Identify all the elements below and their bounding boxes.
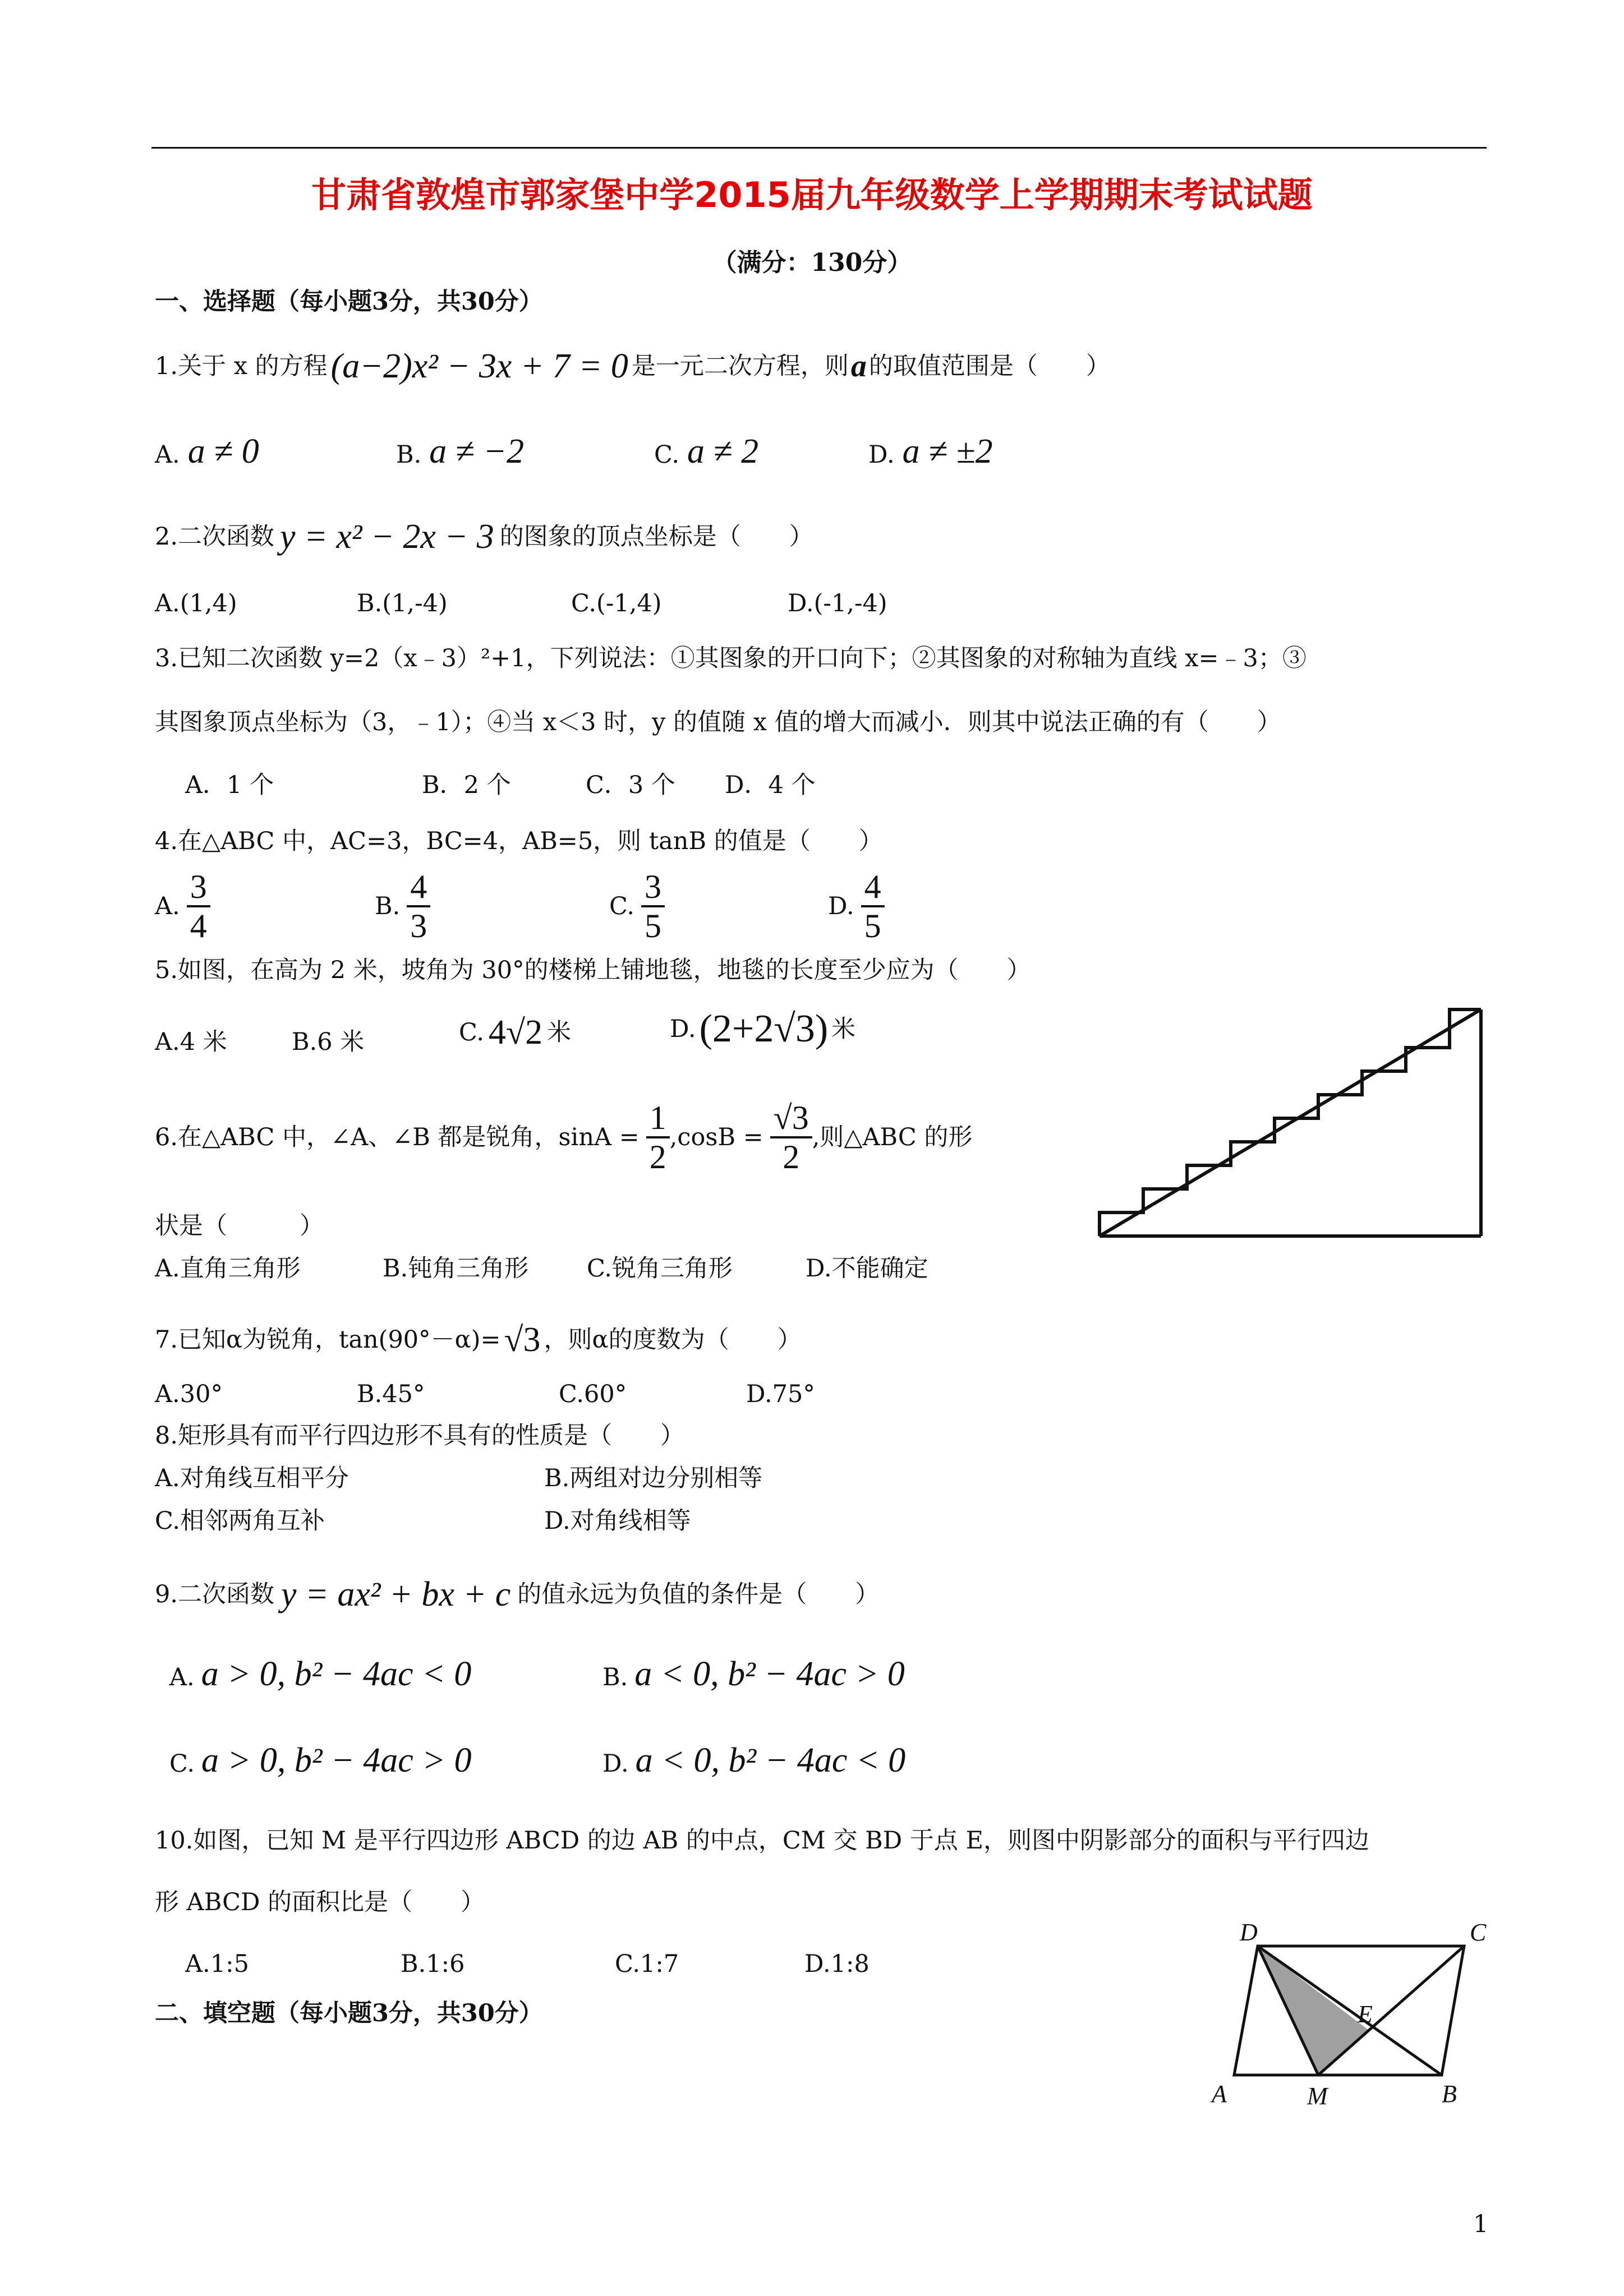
q10-option-d[interactable]: D.1:8 bbox=[804, 1950, 869, 1978]
section-heading-choice: 一、选择题（每小题3分，共30分） bbox=[155, 288, 543, 316]
q1-mid: 是一元二次方程，则 bbox=[631, 352, 849, 380]
q8-option-b[interactable]: B.两组对边分别相等 bbox=[544, 1464, 763, 1492]
parallelogram-figure bbox=[1195, 1924, 1492, 2109]
q1-option-d[interactable]: D. a ≠ ±2 bbox=[868, 432, 993, 471]
q8-option-a[interactable]: A.对角线互相平分 bbox=[155, 1464, 349, 1492]
q1-var: a bbox=[850, 349, 867, 384]
q8-option-d[interactable]: D.对角线相等 bbox=[544, 1507, 691, 1535]
label-d: D bbox=[1240, 1924, 1258, 1946]
q3-option-d[interactable]: D．4 个 bbox=[725, 771, 816, 799]
q5-option-a[interactable]: A.4 米 bbox=[155, 1028, 227, 1056]
page-title: 甘肃省敦煌市郭家堡中学2015届九年级数学上学期期末考试试题 bbox=[311, 174, 1313, 215]
top-rule bbox=[151, 147, 1487, 149]
q3-option-a[interactable]: A．1 个 bbox=[185, 771, 274, 799]
full-score: （满分：130分） bbox=[712, 248, 912, 277]
q4-option-b[interactable]: B. $\frac{4}{3}$ bbox=[375, 868, 430, 944]
q5-option-d[interactable]: D. (2+2√3) 米 bbox=[670, 1007, 856, 1050]
q1-option-c[interactable]: C. a ≠ 2 bbox=[654, 432, 759, 471]
q4-option-c[interactable]: C. $\frac{3}{5}$ bbox=[609, 868, 665, 944]
q4-option-d[interactable]: D. $\frac{4}{5}$ bbox=[828, 868, 885, 944]
q9-option-b[interactable]: B. a < 0, b² − 4ac > 0 bbox=[602, 1655, 905, 1693]
q7-option-b[interactable]: B.45° bbox=[357, 1380, 425, 1408]
q1-option-a[interactable]: A. a ≠ 0 bbox=[155, 432, 259, 471]
label-m: M bbox=[1307, 2082, 1328, 2109]
q3-option-b[interactable]: B．2 个 bbox=[422, 771, 511, 799]
q7-option-c[interactable]: C.60° bbox=[559, 1380, 627, 1408]
q6-option-c[interactable]: C.锐角三角形 bbox=[587, 1255, 733, 1283]
label-a: A bbox=[1212, 2080, 1227, 2108]
q3-line2: 其图象顶点坐标为（3，﹣1）；④当 x＜3 时，y 的值随 x 值的增大而减小．则其中说法正确的有（ ） bbox=[155, 708, 1281, 736]
q10-line1: 10.如图，已知 M 是平行四边形 ABCD 的边 AB 的中点，CM 交 BD 于点 E，则图中阴影部分的面积与平行四边 bbox=[155, 1827, 1369, 1855]
q10-option-b[interactable]: B.1:6 bbox=[401, 1950, 465, 1978]
q7-option-d[interactable]: D.75° bbox=[746, 1380, 815, 1408]
q1-equation: (a−2)x² − 3x + 7 = 0 bbox=[330, 347, 628, 385]
cos-fraction: $\frac{√3}{2}$ bbox=[770, 1099, 812, 1175]
q5-option-c[interactable]: C. 4√2 米 bbox=[459, 1013, 572, 1052]
q10-line2: 形 ABCD 的面积比是（ ） bbox=[155, 1888, 485, 1916]
q9-option-d[interactable]: D. a < 0, b² − 4ac < 0 bbox=[602, 1741, 906, 1779]
q5-stem: 5.如图，在高为 2 米，坡角为 30°的楼梯上铺地毯，地毯的长度至少应为（ ） bbox=[155, 956, 1031, 984]
question-1 bbox=[155, 347, 1110, 386]
section-heading-fill: 二、填空题（每小题3分，共30分） bbox=[155, 1999, 543, 2027]
q9-option-a[interactable]: A. a > 0, b² − 4ac < 0 bbox=[169, 1655, 472, 1693]
q6-option-b[interactable]: B.钝角三角形 bbox=[383, 1255, 529, 1283]
q8-stem: 8.矩形具有而平行四边形不具有的性质是（ ） bbox=[155, 1422, 685, 1450]
q10-option-a[interactable]: A.1:5 bbox=[185, 1950, 249, 1978]
question-2: 2.二次函数 y = x² − 2x − 3 的图象的顶点坐标是（ ） bbox=[155, 518, 813, 556]
question-7: 7.已知α为锐角，tan(90°－α)= √3 ，则α的度数为（ ） bbox=[155, 1321, 802, 1359]
q2-option-d[interactable]: D.(-1,-4) bbox=[788, 589, 887, 617]
q2-equation: y = x² − 2x − 3 bbox=[280, 518, 494, 556]
q2-option-c[interactable]: C.(-1,4) bbox=[571, 589, 662, 617]
q9-option-c[interactable]: C. a > 0, b² − 4ac > 0 bbox=[169, 1741, 472, 1779]
staircase-figure bbox=[1088, 1004, 1492, 1245]
question-9: 9.二次函数 y = ax² + bx + c 的值永远为负值的条件是（ ） bbox=[155, 1575, 880, 1613]
q4-stem: 4.在△ABC 中，AC=3，BC=4，AB=5，则 tanB 的值是（ ） bbox=[155, 827, 883, 855]
sin-fraction: $\frac{1}{2}$ bbox=[646, 1099, 670, 1175]
label-b: B bbox=[1442, 2080, 1457, 2108]
q8-option-c[interactable]: C.相邻两角互补 bbox=[155, 1507, 325, 1535]
q1-option-b[interactable]: B. a ≠ −2 bbox=[396, 432, 525, 471]
q6-line2: 状是（ ） bbox=[155, 1212, 324, 1240]
q3-line1: 3.已知二次函数 y=2（x﹣3）²+1，下列说法：①其图象的开口向下；②其图象的对称轴为直线 x=﹣3；③ bbox=[155, 644, 1306, 672]
q6-option-a[interactable]: A.直角三角形 bbox=[155, 1255, 301, 1283]
q1-suffix: 的取值范围是（ ） bbox=[868, 352, 1110, 380]
label-c: C bbox=[1470, 1924, 1487, 1946]
question-6: 6.在△ABC 中，∠A、∠B 都是锐角，sinA = $\frac{1}{2}$ ,cosB = $\frac{√3}{2}$ ,则△ABC 的形 bbox=[155, 1099, 973, 1175]
q1-prefix: 1.关于 x 的方程 bbox=[155, 352, 328, 380]
q6-option-d[interactable]: D.不能确定 bbox=[806, 1255, 928, 1283]
page-number: 1 bbox=[1473, 2210, 1489, 2238]
q10-option-c[interactable]: C.1:7 bbox=[615, 1950, 679, 1978]
q2-option-a[interactable]: A.(1,4) bbox=[155, 589, 237, 617]
q9-equation: y = ax² + bx + c bbox=[281, 1575, 511, 1613]
q2-option-b[interactable]: B.(1,-4) bbox=[357, 589, 448, 617]
label-e: E bbox=[1358, 2000, 1373, 2028]
q4-option-a[interactable]: A. $\frac{3}{4}$ bbox=[155, 868, 210, 944]
q3-option-c[interactable]: C．3 个 bbox=[586, 771, 675, 799]
q5-option-b[interactable]: B.6 米 bbox=[292, 1028, 365, 1056]
q7-option-a[interactable]: A.30° bbox=[155, 1380, 223, 1408]
